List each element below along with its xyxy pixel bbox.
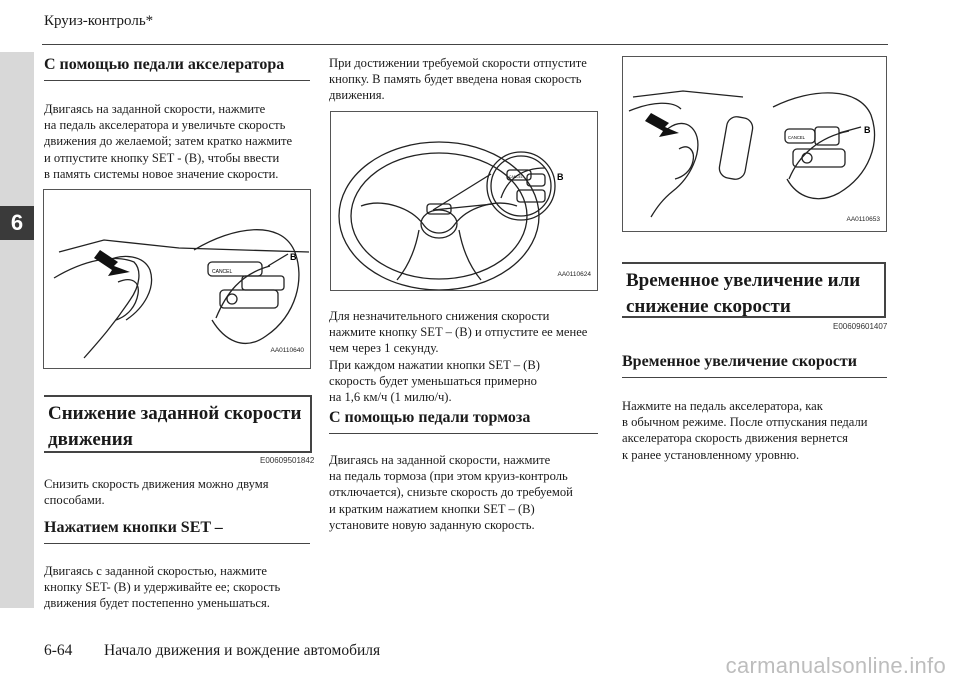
section-code-temp: E00609601407 xyxy=(833,322,888,331)
heading-brake: С помощью педали тормоза xyxy=(329,409,598,434)
cancel-text: CANCEL xyxy=(212,269,233,275)
finger-arrow-icon xyxy=(94,250,130,276)
paragraph-decrease: Снизить скорость движения можно двумя способами. xyxy=(44,477,269,508)
steering-switch-illustration xyxy=(44,190,311,369)
paragraph-accelerator: Двигаясь на заданной скорости, нажмите на педаль акселератора и увеличьте скорость движения до желаемой; затем кратко нажмите и отпустите кнопку SET - (B), чтобы ввести в память системы новое значение скорости. xyxy=(44,102,293,181)
header-rule xyxy=(42,44,888,45)
cancel-text-2: CANCEL xyxy=(788,135,805,140)
paragraph-brake: Двигаясь на заданной скорости, нажмите на педаль тормоза (при этом круиз-контроль отключается), снизьте скорость до требуемой и кратким нажатием кнопки SET – (B) установите новую заданную скорость. xyxy=(329,453,573,532)
figure-steering-switch-1 xyxy=(43,189,311,369)
footer-section-title: Начало движения и вождение автомобиля xyxy=(104,642,381,659)
chapter-number: 6 xyxy=(0,206,34,240)
steering-wheel-illustration xyxy=(331,112,598,291)
cancel-text-wheel: CANCEL xyxy=(509,175,523,179)
paragraph-temp-increase: Нажмите на педаль акселератора, как в обычном режиме. После отпускания педали акселератора скорость движения вернется к ранее установленному уровню. xyxy=(622,399,868,462)
page-number: 6-64 xyxy=(44,642,73,659)
heading-temp-change: Временное увеличение или снижение скорости xyxy=(622,262,886,318)
paragraph-set-button: Двигаясь с заданной скоростью, нажмите кнопку SET- (B) и удерживайте ее; скорость движения будет постепенно уменьшаться. xyxy=(44,564,281,611)
section-code-decrease: E00609501842 xyxy=(260,456,315,465)
paragraph-release: При достижении требуемой скорости отпустите кнопку. В память будет введена новая скорость движения. xyxy=(329,56,587,103)
heading-decrease-speed: Снижение заданной скорости движения xyxy=(44,395,312,453)
figure-3-label-b: B xyxy=(864,125,871,135)
figure-3-id: AA0110653 xyxy=(846,216,880,223)
heading-set-button: Нажатием кнопки SET – xyxy=(44,519,310,544)
figure-steering-wheel xyxy=(330,111,598,291)
steering-switch-illustration-2 xyxy=(623,57,887,232)
paragraph-small-decrease: Для незначительного снижения скорости нажмите кнопку SET – (B) и отпустите ее менее чем через 1 секунду. При каждом нажатии кнопки SET – (B) скорость будет уменьшаться примерно на 1,6 км/ч (1 милю/ч). xyxy=(329,309,588,405)
heading-accelerator: С помощью педали акселератора xyxy=(44,56,310,81)
chapter-side-tab xyxy=(0,52,34,608)
watermark: carmanualsonline.info xyxy=(725,653,946,678)
figure-1-label-b: B xyxy=(290,252,297,262)
heading-temp-increase: Временное увеличение скорости xyxy=(622,353,887,378)
figure-2-id: AA0110624 xyxy=(557,271,591,278)
figure-1-id: AA0110640 xyxy=(270,347,304,354)
page-header-title: Круиз-контроль* xyxy=(44,13,154,29)
figure-steering-switch-2 xyxy=(622,56,887,232)
figure-2-label-b: B xyxy=(557,172,564,182)
